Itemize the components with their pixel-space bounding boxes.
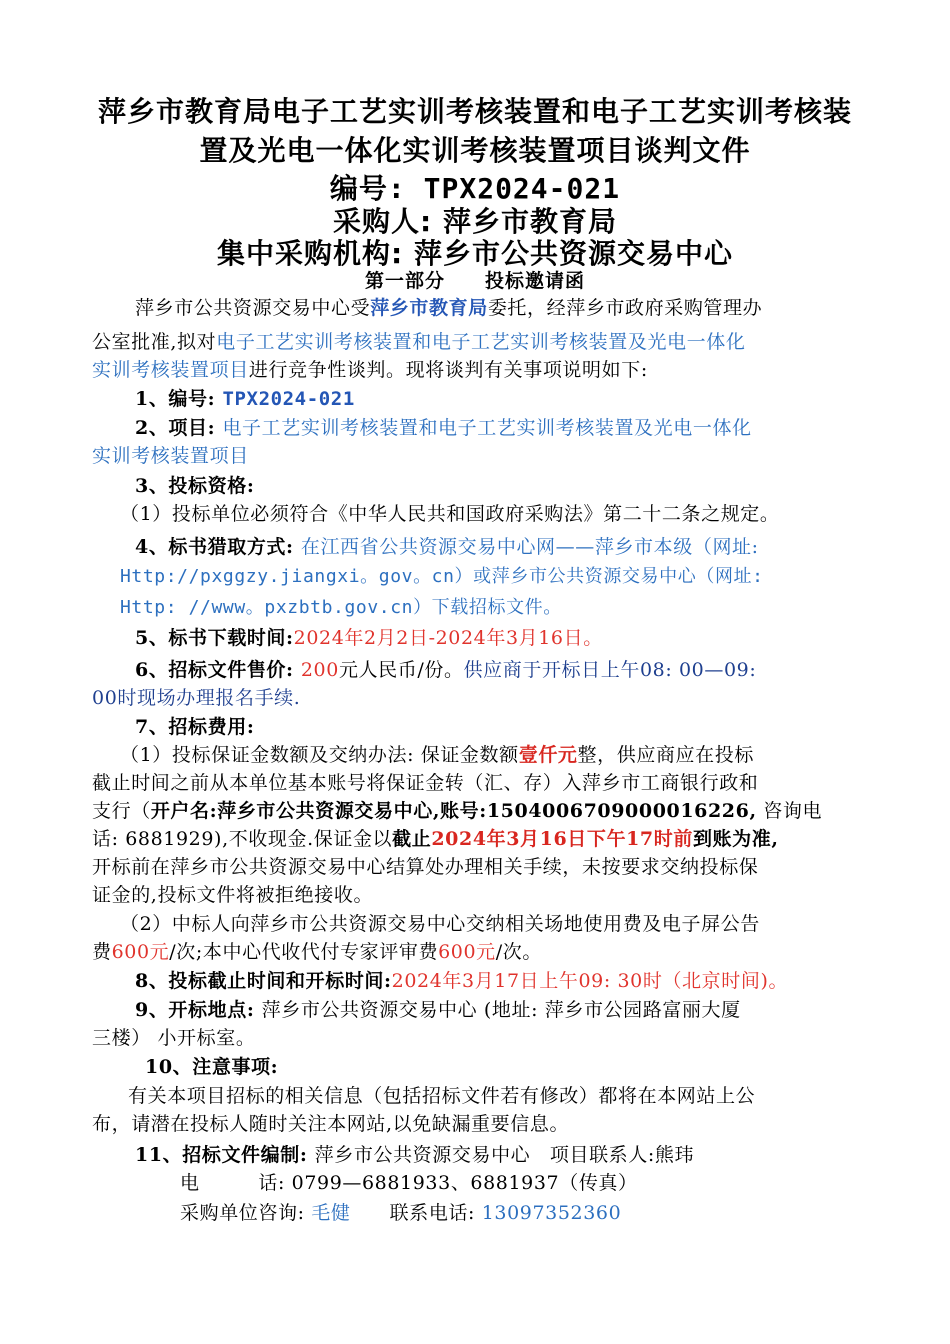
item-label: 2、项目: xyxy=(135,417,223,439)
deadline-label: 截止 xyxy=(392,828,432,850)
doc-title-line1: 萍乡市教育局电子工艺实训考核装置和电子工艺实训考核装 xyxy=(97,95,852,128)
intro-text: 萍乡市公共资源交易中心受 xyxy=(135,297,371,319)
text: 咨询电 xyxy=(756,800,823,822)
item-value: 电子工艺实训考核装置和电子工艺实训考核装置及光电一体化 xyxy=(222,417,752,439)
text: （1）投标保证金数额及交纳办法: 保证金数额 xyxy=(120,744,519,766)
item-label: 4、标书猎取方式: xyxy=(135,536,301,558)
intro-line-2 xyxy=(92,328,872,356)
intro-project: 实训考核装置项目 xyxy=(92,359,249,381)
fees-p1-line6: 证金的,投标文件将被拒绝接收。 xyxy=(92,884,374,906)
intro-line-1 xyxy=(135,294,915,322)
item-project xyxy=(135,414,915,442)
notes-line1: 有关本项目招标的相关信息（包括招标文件若有修改）都将在本网站上公 xyxy=(128,1085,756,1107)
fees-p2-line1: （2）中标人向萍乡市公共资源交易中心交纳相关场地使用费及电子屏公告 xyxy=(120,913,760,935)
fees-p1-line2: 截止时间之前从本单位基本账号将保证金转（汇、存）入萍乡市工商银行政和 xyxy=(92,772,759,794)
fees-p1-line4 xyxy=(92,825,872,853)
item-number xyxy=(135,385,915,413)
item-text: 元人民币/份。 xyxy=(338,659,464,681)
item-text: 供应商于开标日上午08: 00—09: xyxy=(463,659,757,681)
notes-line2: 布，请潜在投标人随时关注本网站,以免缺漏重要信息。 xyxy=(92,1113,570,1135)
text: 采购单位咨询: xyxy=(180,1202,312,1224)
item-label: 9、开标地点: xyxy=(135,999,262,1021)
item-fees: 7、招标费用: xyxy=(135,716,255,738)
item-price xyxy=(135,656,915,684)
item-label: 1、编号: xyxy=(135,388,223,410)
item-value: 萍乡市公共资源交易中心 项目联系人:熊玮 xyxy=(314,1144,695,1166)
item-deadline xyxy=(135,967,915,995)
item-price-cont: 00时现场办理报名手续. xyxy=(92,687,301,709)
intro-text: 进行竞争性谈判。现将谈判有关事项说明如下: xyxy=(248,359,648,381)
item-notes: 10、注意事项: xyxy=(145,1056,279,1078)
fee-amount: 600元 xyxy=(111,941,170,963)
item-value: 在江西省公共资源交易中心网——萍乡市本级（网址: xyxy=(300,536,759,558)
item-location-cont: 三楼） 小开标室。 xyxy=(92,1027,256,1049)
agency-name: 萍乡市公共资源交易中心 xyxy=(413,237,733,270)
deposit-amount: 壹仟元 xyxy=(518,744,578,766)
item-qualification: 3、投标资格: xyxy=(135,475,255,497)
fees-p2-line2 xyxy=(92,938,872,966)
text: 联系电话: xyxy=(350,1202,482,1224)
item-price-value: 200 xyxy=(300,659,339,681)
intro-text: 公室批准,拟对 xyxy=(92,331,217,353)
account-info: 开户名:萍乡市公共资源交易中心,账号:1504006709000016226, xyxy=(150,800,757,822)
purchaser-label: 采购人: xyxy=(333,205,443,238)
text: /次;本中心代收代付专家评审费 xyxy=(169,941,439,963)
item-download-time xyxy=(135,624,915,652)
deadline-value: 2024年3月16日下午17时前 xyxy=(431,828,693,850)
intro-project: 电子工艺实训考核装置和电子工艺实训考核装置及光电一体化 xyxy=(216,331,746,353)
purchaser-name: 萍乡市教育局 xyxy=(442,205,617,238)
item-obtain-method xyxy=(135,533,915,561)
item-qualification-text: （1）投标单位必须符合《中华人民共和国政府采购法》第二十二条之规定。 xyxy=(120,503,780,525)
item-project-cont xyxy=(92,442,872,470)
item-obtain-url-1: Http://pxggzy.jiangxi。gov。cn）或萍乡市公共资源交易中心（网址: xyxy=(120,566,764,587)
fee-amount: 600元 xyxy=(438,941,496,963)
item-obtain-url-2: Http: //www。pxzbtb.gov.cn）下载招标文件。 xyxy=(120,597,562,618)
item-preparer xyxy=(135,1141,915,1169)
item-location xyxy=(135,996,915,1024)
intro-line-3 xyxy=(92,356,872,384)
fees-p1-line3 xyxy=(92,797,872,825)
item-label: 6、招标文件售价: xyxy=(135,659,301,681)
item-label: 8、投标截止时间和开标时间: xyxy=(135,970,392,992)
contact-phone: 电 话: 0799—6881933、6881937（传真） xyxy=(180,1172,638,1194)
item-value: 2024年2月2日-2024年3月16日。 xyxy=(293,627,603,649)
text: 整，供应商应在投标 xyxy=(577,744,754,766)
text: 支行（ xyxy=(92,800,151,822)
fees-p1-line1 xyxy=(120,741,900,769)
item-value: TPX2024-021 xyxy=(222,388,355,410)
contact-name: 毛健 xyxy=(311,1202,351,1224)
agency-label: 集中采购机构: xyxy=(217,237,414,270)
doc-title-line2: 置及光电一体化实训考核装置项目谈判文件 xyxy=(199,134,751,167)
fees-p1-line5: 开标前在萍乡市公共资源交易中心结算处办理相关手续，未按要求交纳投标保 xyxy=(92,856,759,878)
text: /次。 xyxy=(495,941,542,963)
intro-text: 委托，经萍乡市政府采购管理办 xyxy=(487,297,763,319)
text: 费 xyxy=(92,941,112,963)
contact-number: 13097352360 xyxy=(481,1202,622,1224)
deadline-suffix: 到账为准, xyxy=(692,828,779,850)
purchaser-contact xyxy=(180,1199,950,1227)
item-label: 5、标书下载时间: xyxy=(135,627,294,649)
part-title: 第一部分 投标邀请函 xyxy=(364,270,585,292)
item-value: 实训考核装置项目 xyxy=(92,445,249,467)
text: 话: 6881929),不收现金.保证金以 xyxy=(92,828,393,850)
doc-number: 编号: TPX2024-021 xyxy=(329,172,621,205)
intro-purchaser: 萍乡市教育局 xyxy=(370,297,488,319)
item-value: 2024年3月17日上午09: 30时（北京时间)。 xyxy=(391,970,789,992)
item-value: 萍乡市公共资源交易中心 (地址: 萍乡市公园路富丽大厦 xyxy=(261,999,741,1021)
item-label: 11、招标文件编制: xyxy=(135,1144,315,1166)
